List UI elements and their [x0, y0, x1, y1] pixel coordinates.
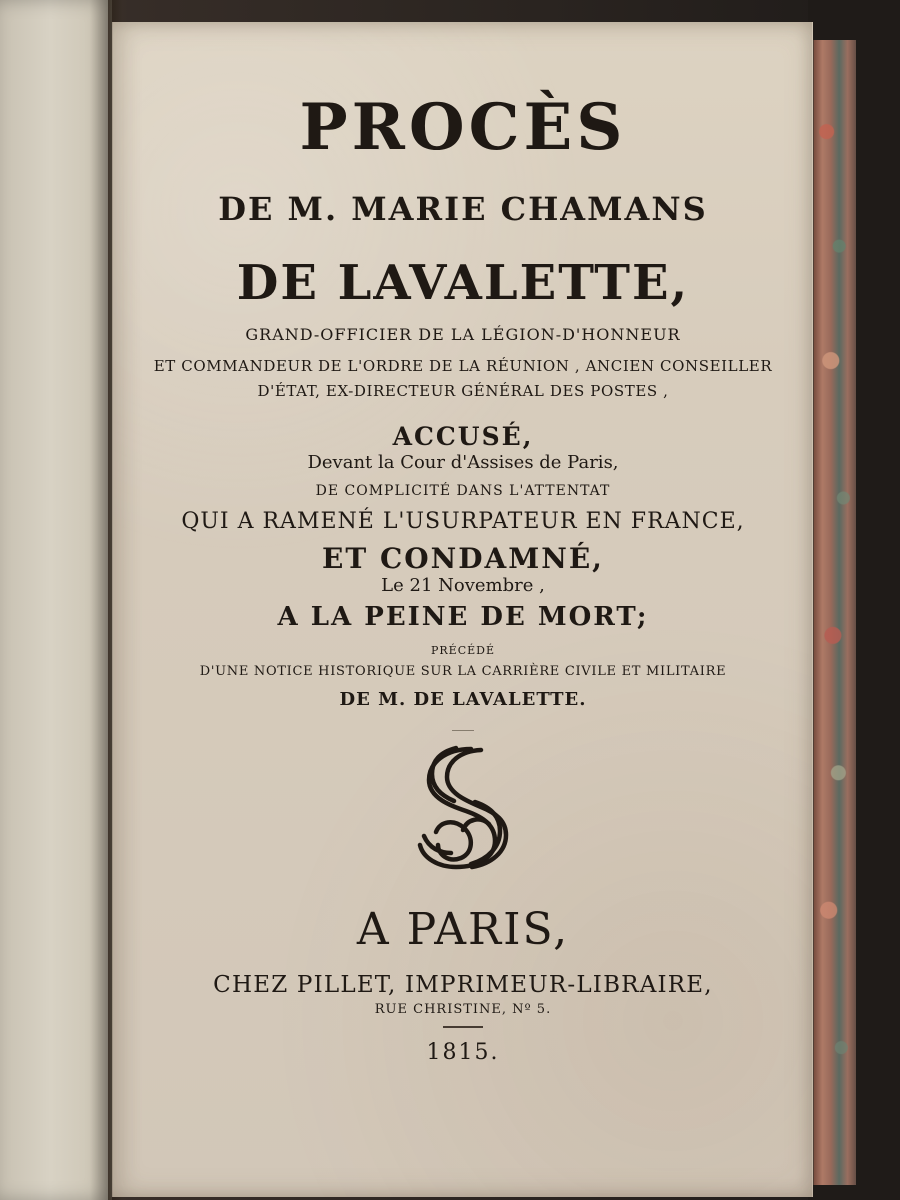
- name-line-2: DE LAVALETTE,: [236, 255, 690, 311]
- name-line-1: DE M. MARIE CHAMANS: [218, 190, 708, 228]
- rank-line: GRAND-OFFICIER DE LA LÉGION-D'HONNEUR: [245, 325, 681, 344]
- year-rule: [443, 1026, 483, 1028]
- left-page-edge: [0, 0, 112, 1200]
- preceded-line: PRÉCÉDÉ: [430, 644, 495, 657]
- place-line: A PARIS,: [356, 904, 570, 955]
- title-page-content: [113, 22, 813, 1197]
- commander-line: ET COMMANDEUR DE L'ORDRE DE LA RÉUNION , ANCIEN CONSEILLER: [153, 357, 773, 375]
- accused-line: ACCUSÉ,: [392, 422, 534, 451]
- street-line: RUE CHRISTINE, Nº 5.: [374, 1002, 552, 1017]
- notice-line: D'UNE NOTICE HISTORIQUE SUR LA CARRIÈRE CIVILE ET MILITAIRE: [199, 664, 727, 679]
- complicity-line: DE COMPLICITÉ DANS L'ATTENTAT: [315, 483, 611, 499]
- monogram-icon: [393, 737, 533, 877]
- usurper-line: QUI A RAMENÉ L'USURPATEUR EN FRANCE,: [181, 509, 745, 534]
- publisher-line: CHEZ PILLET, IMPRIMEUR-LIBRAIRE,: [213, 972, 713, 998]
- marbled-page-edge: [812, 40, 856, 1185]
- sentence-line: A LA PEINE DE MORT;: [277, 602, 649, 632]
- publication-year: 1815.: [426, 1040, 500, 1065]
- subject-line: DE M. DE LAVALETTE.: [339, 689, 587, 710]
- title-page: [112, 22, 813, 1197]
- court-line: Devant la Cour d'Assises de Paris,: [307, 452, 619, 473]
- condemned-line: ET CONDAMNÉ,: [322, 542, 604, 575]
- decorative-rule: [452, 730, 474, 731]
- date-line: Le 21 Novembre ,: [381, 575, 545, 596]
- main-title: PROCÈS: [299, 90, 627, 165]
- state-line: D'ÉTAT, EX-DIRECTEUR GÉNÉRAL DES POSTES ,: [257, 382, 669, 400]
